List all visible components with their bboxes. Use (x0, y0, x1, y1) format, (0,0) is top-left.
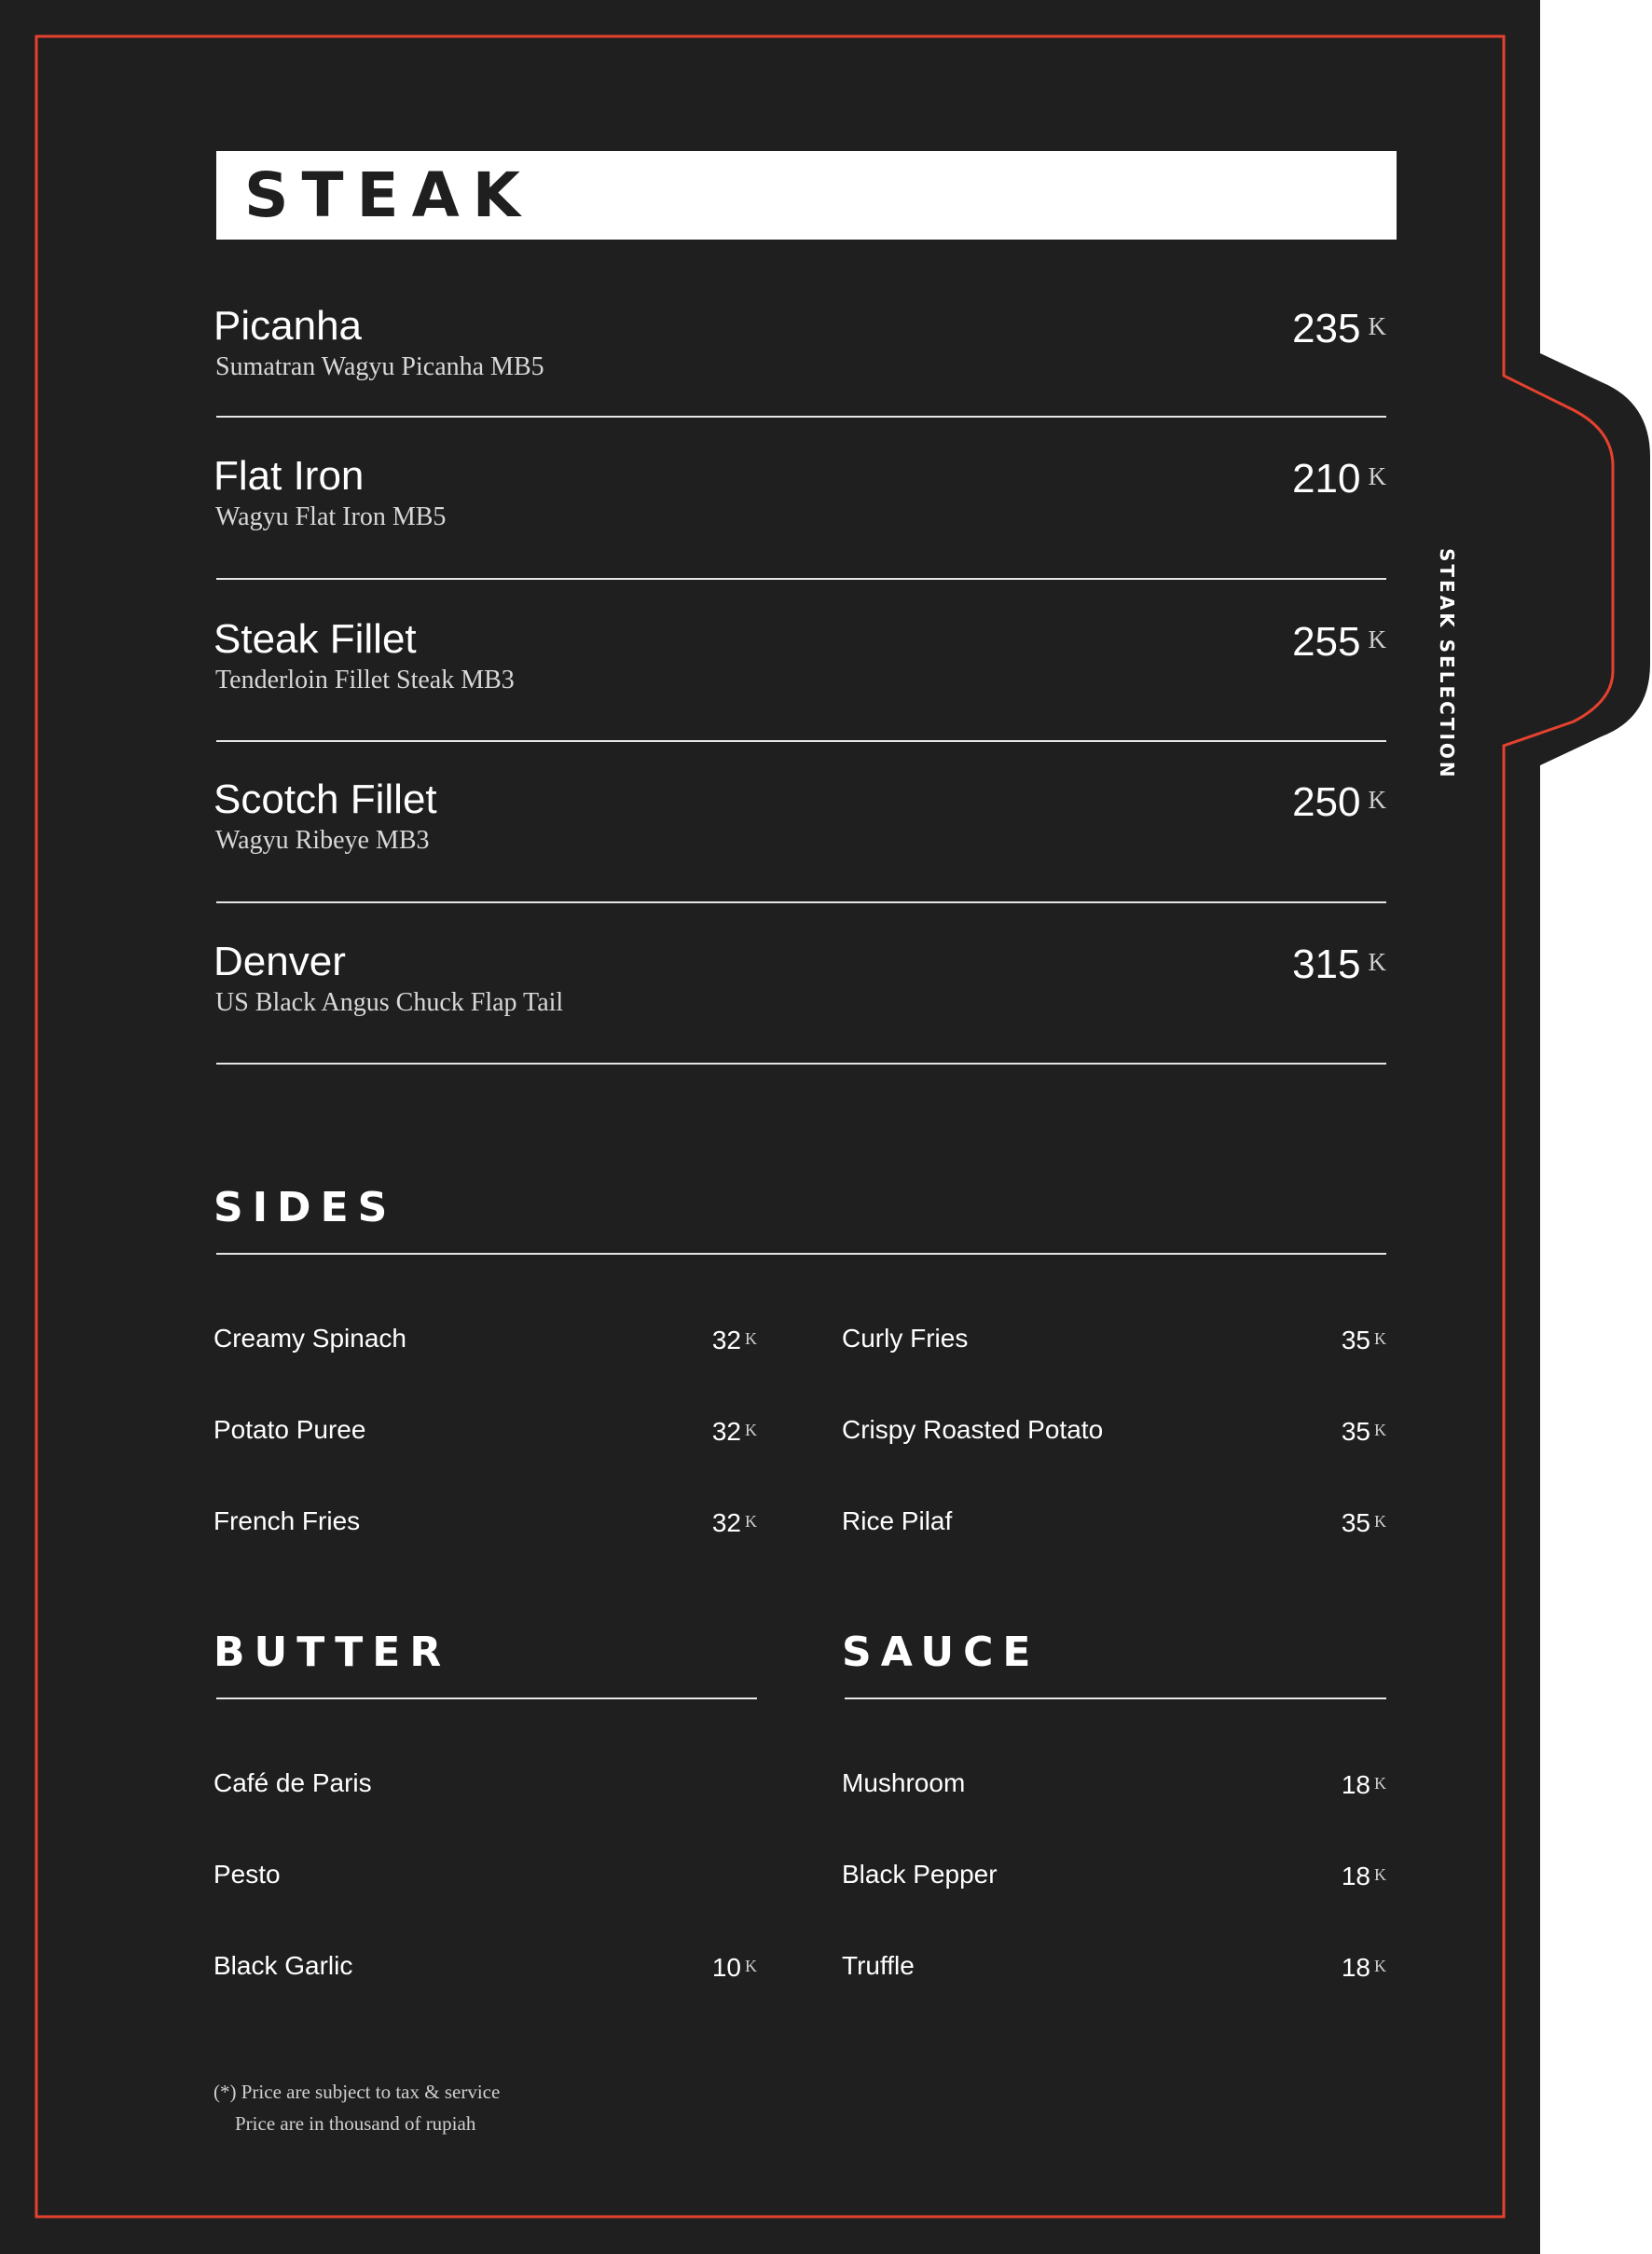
sauce-price: 18 K (1341, 1953, 1386, 1982)
divider (216, 1063, 1386, 1065)
divider (216, 1253, 1386, 1255)
sauce-price: 18 K (1341, 1862, 1386, 1890)
list-item (213, 1409, 757, 1450)
sauce-name: Mushroom (842, 1768, 966, 1797)
side-price: 35 K (1341, 1417, 1386, 1446)
footnote-tax: (*) Price are subject to tax & service (213, 2081, 501, 2103)
list-item (213, 1854, 757, 1895)
sauce-name: Truffle (842, 1951, 915, 1980)
steak-section-title: STEAK (244, 159, 533, 231)
item-name: Scotch Fillet (213, 777, 437, 822)
butter-name: Black Garlic (213, 1951, 353, 1980)
side-name: Creamy Spinach (213, 1324, 406, 1353)
list-item (842, 1318, 1386, 1359)
item-price: 250 K (1292, 779, 1386, 825)
butter-section-title: BUTTER (213, 1629, 451, 1676)
side-price: 35 K (1341, 1508, 1386, 1537)
divider (216, 416, 1386, 418)
item-description: Wagyu Flat Iron MB5 (215, 502, 447, 531)
list-item (213, 1318, 757, 1359)
sauce-price: 18 K (1341, 1770, 1386, 1799)
tab-label-steak-selection: STEAK SELECTION (1436, 548, 1458, 780)
butter-price: 10 K (711, 1953, 757, 1982)
sauce-section-title: SAUCE (842, 1629, 1040, 1676)
list-item (842, 1409, 1386, 1450)
side-name: French Fries (213, 1506, 361, 1535)
list-item (213, 1945, 757, 1986)
item-name: Steak Fillet (213, 616, 417, 662)
divider (216, 1697, 757, 1699)
sides-section-title: SIDES (213, 1184, 397, 1231)
item-name: Flat Iron (213, 453, 365, 499)
list-item (213, 1501, 757, 1542)
item-price: 255 K (1292, 619, 1386, 665)
item-price: 210 K (1292, 456, 1386, 502)
butter-name: Café de Paris (213, 1768, 372, 1797)
item-description: Sumatran Wagyu Picanha MB5 (215, 352, 544, 381)
side-price: 35 K (1341, 1326, 1386, 1354)
item-description: Tenderloin Fillet Steak MB3 (215, 666, 515, 694)
divider (216, 901, 1386, 903)
item-description: US Black Angus Chuck Flap Tail (215, 988, 564, 1017)
side-price: 32 K (711, 1326, 757, 1354)
item-name: Picanha (213, 303, 363, 349)
steak-title-bar (216, 151, 1397, 240)
side-name: Rice Pilaf (842, 1506, 953, 1535)
item-description: Wagyu Ribeye MB3 (215, 826, 430, 855)
item-price: 235 K (1292, 306, 1386, 351)
list-item (842, 1854, 1386, 1895)
side-price: 32 K (711, 1508, 757, 1537)
side-name: Crispy Roasted Potato (842, 1415, 1104, 1444)
butter-name: Pesto (213, 1860, 281, 1889)
list-item (842, 1501, 1386, 1542)
list-item (842, 1945, 1386, 1986)
side-price: 32 K (711, 1417, 757, 1446)
item-name: Denver (213, 939, 346, 984)
divider (845, 1697, 1386, 1699)
footnote-currency: Price are in thousand of rupiah (235, 2112, 476, 2135)
side-name: Potato Puree (213, 1415, 366, 1444)
side-name: Curly Fries (842, 1324, 969, 1353)
item-price: 315 K (1292, 941, 1386, 987)
list-item (213, 1763, 757, 1804)
side-tab-shape (1538, 352, 1650, 766)
divider (216, 578, 1386, 580)
divider (216, 740, 1386, 742)
list-item (842, 1763, 1386, 1804)
sauce-name: Black Pepper (842, 1860, 998, 1889)
